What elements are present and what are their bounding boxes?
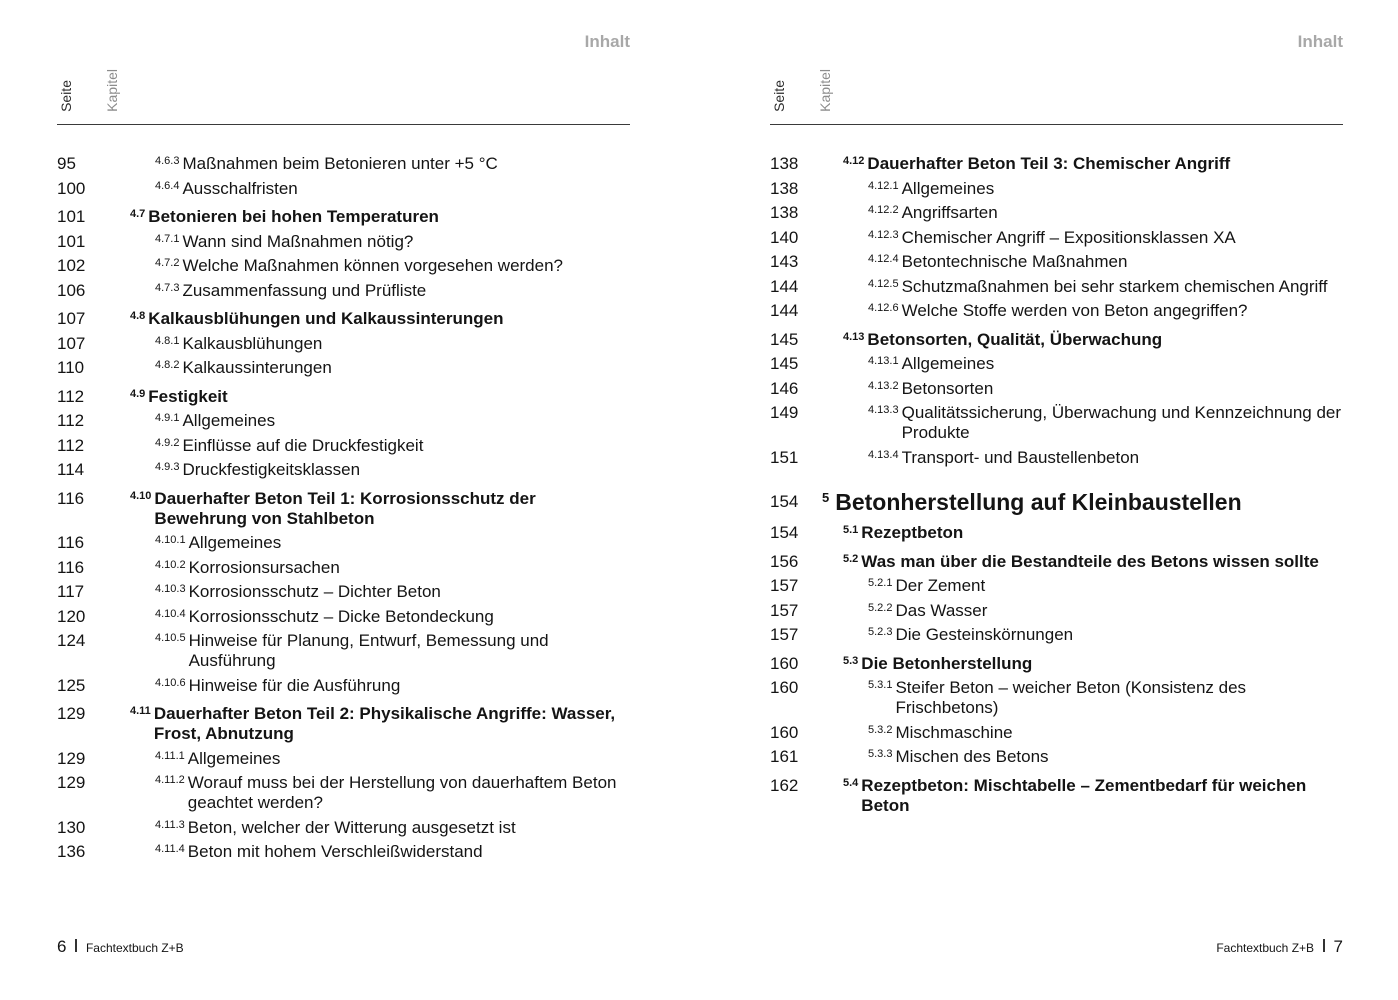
toc-entry-title: Beton, welcher der Witterung ausgesetzt ist — [187, 817, 516, 837]
toc-entry-title: Allgemeines — [187, 748, 281, 768]
toc-page-number: 136 — [57, 842, 86, 862]
right-page — [770, 0, 1343, 1000]
toc-entry — [770, 203, 1343, 223]
toc-entry-title: Allgemeines — [188, 533, 282, 553]
toc-page-number: 107 — [57, 309, 86, 329]
toc-entry — [57, 631, 630, 671]
toc-entry-title: Rezeptbeton — [861, 523, 964, 543]
toc-section-number: 4.8.2 — [155, 359, 180, 372]
toc-entry-title: Dauerhafter Beton Teil 1: Korrosionsschutz der Bewehrung von Stahlbeton — [154, 488, 536, 528]
toc-entry-title: Angriffsarten — [901, 203, 998, 222]
toc-entry — [57, 207, 630, 227]
toc-entry-title: Betonherstellung auf Kleinbaustellen — [835, 488, 1242, 515]
toc-page-number: 101 — [57, 207, 86, 227]
toc-page-number: 102 — [57, 256, 86, 276]
toc-section-number: 5.2.1 — [868, 577, 893, 590]
toc-entry — [57, 460, 630, 480]
toc-page-number: 149 — [770, 403, 799, 423]
toc-entry-title: Dauerhafter Beton Teil 2: Physikalische Angriffe: Wasser, Frost, Abnutzung — [153, 704, 616, 744]
column-label-seite: Seite — [58, 80, 74, 112]
toc-page-number: 156 — [770, 551, 799, 571]
toc-page-number: 138 — [770, 154, 799, 173]
toc-entry — [770, 523, 1343, 543]
toc-page-number: 112 — [57, 435, 85, 455]
toc-entry — [57, 179, 630, 199]
toc-entry — [770, 723, 1343, 743]
toc-entry-title: Schutzmaßnahmen bei sehr starkem chemischen Angriff — [901, 276, 1328, 296]
toc-entry — [770, 403, 1343, 443]
toc-entry-title: Ausschalfristen — [182, 178, 298, 198]
toc-entry — [57, 411, 630, 431]
toc-entry — [57, 558, 630, 578]
toc-entry-title: Transport- und Baustellenbeton — [901, 447, 1140, 467]
toc-entry-title: Welche Maßnahmen können vorgesehen werden? — [182, 256, 564, 276]
toc-section-number: 4.10.3 — [155, 583, 186, 596]
column-label-seite: Seite — [771, 80, 787, 112]
footer-page-number: 7 — [1333, 937, 1343, 956]
column-label-kapitel: Kapitel — [104, 69, 120, 112]
toc-entry-title: Festigkeit — [148, 386, 228, 406]
toc-page-number: 160 — [770, 678, 799, 698]
toc-entry — [770, 552, 1343, 572]
toc-page-number: 161 — [770, 747, 799, 767]
toc-entry-title: Worauf muss bei der Herstellung von dauerhaftem Beton geachtet werden? — [187, 773, 617, 813]
toc-page-number: 146 — [770, 378, 799, 398]
footer-page-number: 6 — [57, 937, 67, 956]
toc-entry-title: Mischen des Betons — [895, 747, 1049, 767]
toc-entry — [770, 154, 1343, 174]
toc-section-number: 5.3 — [843, 654, 859, 667]
toc-page-number: 140 — [770, 227, 799, 247]
toc-section-number: 5.2.2 — [868, 601, 893, 614]
toc-page-number: 162 — [770, 775, 799, 795]
toc-page-number: 144 — [770, 276, 799, 296]
toc-entry — [57, 818, 630, 838]
toc-entry-title: Kalkausblühungen und Kalkaussinterungen — [148, 309, 504, 329]
toc-section-number: 4.10.5 — [155, 632, 186, 645]
toc-section-number: 4.12 — [843, 155, 865, 167]
table-of-contents — [57, 154, 630, 862]
toc-page-number: 120 — [57, 606, 86, 626]
toc-section-number: 4.12.3 — [868, 228, 899, 241]
toc-entry — [57, 842, 630, 862]
page-footer — [1216, 937, 1343, 957]
toc-entry-title: Das Wasser — [895, 600, 988, 620]
toc-page-number: 106 — [57, 280, 86, 300]
toc-entry-title: Kalkaussinterungen — [182, 358, 332, 378]
footer-separator — [75, 939, 77, 952]
page-header: Inhalt — [1297, 32, 1343, 51]
toc-page-number: 143 — [770, 252, 799, 271]
toc-entry-title: Die Betonherstellung — [861, 653, 1033, 673]
toc-entry — [770, 625, 1343, 645]
toc-entry — [57, 232, 630, 252]
toc-section-number: 4.7.2 — [155, 257, 180, 270]
toc-entry-title: Korrosionsschutz – Dichter Beton — [188, 582, 441, 602]
toc-section-number: 4.11.2 — [155, 774, 185, 787]
toc-section-number: 4.10.6 — [155, 676, 186, 689]
toc-section-number: 4.6.4 — [155, 179, 180, 192]
toc-section-number: 4.11.3 — [155, 818, 185, 831]
toc-page-number: 129 — [57, 773, 86, 793]
toc-entry — [770, 776, 1343, 816]
toc-entry — [57, 582, 630, 602]
toc-entry-title: Maßnahmen beim Betonieren unter +5 °C — [182, 154, 498, 173]
toc-section-number: 4.13.3 — [868, 404, 899, 417]
toc-section-number: 5.2 — [843, 552, 859, 565]
toc-entry-title: Wann sind Maßnahmen nötig? — [182, 231, 414, 251]
toc-entry-title: Druckfestigkeitsklassen — [182, 460, 361, 480]
toc-section-number: 4.8.1 — [155, 334, 180, 347]
toc-page-number: 138 — [770, 178, 799, 198]
toc-section-number: 4.11.4 — [155, 843, 185, 856]
toc-section-number: 4.10 — [130, 489, 152, 502]
toc-page-number: 116 — [57, 488, 85, 508]
toc-entry-title: Korrosionsursachen — [188, 557, 340, 577]
toc-section-number: 4.9 — [130, 387, 146, 400]
toc-entry — [770, 678, 1343, 718]
toc-page-number: 145 — [770, 329, 799, 349]
toc-section-number: 4.7.1 — [155, 232, 180, 245]
toc-section-number: 4.7.3 — [155, 281, 180, 294]
column-label-kapitel: Kapitel — [817, 69, 833, 112]
table-of-contents — [770, 154, 1343, 816]
toc-entry-title: Was man über die Bestandteile des Betons wissen sollte — [861, 551, 1319, 571]
toc-entry — [57, 489, 630, 529]
toc-entry-title: Allgemeines — [182, 411, 276, 431]
toc-entry — [57, 334, 630, 354]
toc-page-number: 129 — [57, 748, 86, 768]
toc-entry — [770, 330, 1343, 350]
toc-section-number: 4.13.2 — [868, 379, 899, 392]
footer-book-title: Fachtextbuch Z+B — [1216, 941, 1315, 955]
toc-entry — [57, 773, 630, 813]
toc-entry-title: Betonsorten, Qualität, Überwachung — [867, 329, 1163, 349]
toc-entry — [57, 309, 630, 329]
toc-page-number: 145 — [770, 354, 799, 374]
toc-page-number: 154 — [770, 523, 799, 543]
left-page — [57, 0, 630, 1000]
toc-section-number: 5.3.2 — [868, 723, 893, 736]
footer-separator — [1323, 939, 1325, 952]
toc-section-number: 4.12.4 — [868, 253, 899, 265]
toc-entry-title: Der Zement — [895, 576, 986, 596]
toc-entry — [770, 747, 1343, 767]
toc-entry — [770, 379, 1343, 399]
toc-page-number: 116 — [57, 533, 85, 553]
toc-page-number: 125 — [57, 675, 86, 695]
toc-section-number: 4.9.3 — [155, 461, 180, 474]
toc-page-number: 129 — [57, 704, 86, 724]
page-header: Inhalt — [584, 32, 630, 51]
toc-entry — [770, 228, 1343, 248]
toc-page-number: 151 — [770, 447, 799, 467]
toc-section-number: 4.10.1 — [155, 534, 186, 547]
toc-entry-title: Betontechnische Maßnahmen — [901, 252, 1128, 271]
toc-entry — [57, 704, 630, 744]
toc-section-number: 5.1 — [843, 524, 859, 537]
toc-page-number: 160 — [770, 722, 799, 742]
toc-section-number: 4.10.2 — [155, 558, 186, 571]
toc-page-number: 160 — [770, 653, 799, 673]
toc-page-number: 101 — [57, 231, 86, 251]
toc-entry-title: Rezeptbeton: Mischtabelle – Zementbedarf für weichen Beton — [861, 775, 1307, 815]
toc-entry-title: Korrosionsschutz – Dicke Betondeckung — [188, 606, 494, 626]
toc-entry-title: Chemischer Angriff – Expositionsklassen XA — [901, 227, 1236, 247]
toc-section-number: 4.10.4 — [155, 607, 186, 620]
toc-section-number: 4.8 — [130, 310, 146, 323]
toc-entry — [57, 154, 630, 174]
toc-entry-title: Einflüsse auf die Druckfestigkeit — [182, 435, 424, 455]
toc-entry — [770, 448, 1343, 468]
toc-entry — [57, 607, 630, 627]
toc-entry-title: Dauerhafter Beton Teil 3: Chemischer Angriff — [867, 154, 1231, 173]
toc-page-number: 157 — [770, 576, 799, 596]
toc-entry-title: Welche Stoffe werden von Beton angegriffen? — [901, 301, 1248, 320]
toc-section-number: 4.9.1 — [155, 412, 180, 425]
toc-entry — [770, 489, 1343, 515]
toc-page-number: 116 — [57, 557, 85, 577]
toc-entry-title: Beton mit hohem Verschleißwiderstand — [187, 842, 483, 862]
toc-page-number: 130 — [57, 817, 86, 837]
toc-entry — [57, 749, 630, 769]
column-header — [57, 60, 630, 125]
toc-entry — [57, 387, 630, 407]
toc-entry-title: Mischmaschine — [895, 722, 1013, 742]
toc-section-number: 5.3.1 — [868, 679, 893, 692]
toc-page-number: 154 — [770, 491, 799, 511]
toc-entry-title: Hinweise für die Ausführung — [188, 675, 401, 695]
toc-entry — [770, 601, 1343, 621]
toc-page-number: 114 — [57, 460, 85, 480]
toc-section-number: 4.12.6 — [868, 302, 899, 314]
toc-section-number: 4.13.1 — [868, 355, 899, 368]
toc-entry — [770, 654, 1343, 674]
toc-section-number: 4.7 — [130, 208, 146, 221]
column-header — [770, 60, 1343, 125]
toc-entry-title: Betonsorten — [901, 378, 994, 398]
toc-page-number: 144 — [770, 301, 799, 320]
toc-page-number: 138 — [770, 203, 799, 222]
toc-section-number: 4.12.5 — [868, 277, 899, 290]
toc-entry-title: Steifer Beton – weicher Beton (Konsistenz des Frischbetons) — [895, 678, 1247, 718]
toc-section-number: 4.12.2 — [868, 204, 899, 216]
toc-section-number: 5 — [822, 489, 830, 505]
toc-section-number: 4.11 — [130, 705, 151, 718]
toc-page-number: 107 — [57, 333, 86, 353]
toc-page-number: 157 — [770, 600, 799, 620]
toc-section-number: 4.13.4 — [868, 448, 899, 461]
toc-entry-title: Hinweise für Planung, Entwurf, Bemessung und Ausführung — [188, 631, 549, 671]
toc-section-number: 5.3.3 — [868, 748, 893, 761]
toc-entry — [770, 277, 1343, 297]
toc-entry — [57, 256, 630, 276]
toc-section-number: 5.2.3 — [868, 626, 893, 639]
toc-section-number: 4.6.3 — [155, 155, 180, 167]
toc-section-number: 5.4 — [843, 776, 859, 789]
toc-page-number: 117 — [57, 582, 85, 602]
footer-book-title: Fachtextbuch Z+B — [85, 941, 184, 955]
toc-page-number: 100 — [57, 178, 86, 198]
toc-section-number: 4.12.1 — [868, 179, 899, 192]
toc-entry — [770, 354, 1343, 374]
toc-entry — [57, 533, 630, 553]
toc-page-number: 95 — [57, 154, 76, 173]
toc-page-number: 110 — [57, 358, 85, 378]
toc-entry — [770, 179, 1343, 199]
toc-entry-title: Kalkausblühungen — [182, 333, 323, 353]
toc-entry-title: Zusammenfassung und Prüfliste — [182, 280, 427, 300]
toc-entry — [57, 358, 630, 378]
toc-section-number: 4.13 — [843, 330, 865, 343]
toc-entry — [57, 676, 630, 696]
toc-page-number: 112 — [57, 386, 85, 406]
toc-section-number: 4.11.1 — [155, 749, 185, 762]
page-footer — [57, 937, 184, 957]
toc-entry — [57, 436, 630, 456]
toc-entry-title: Die Gesteinskörnungen — [895, 625, 1074, 645]
toc-page-number: 157 — [770, 625, 799, 645]
toc-entry — [770, 301, 1343, 321]
toc-entry-title: Allgemeines — [901, 178, 995, 198]
toc-entry-title: Betonieren bei hohen Temperaturen — [148, 207, 439, 227]
toc-page-number: 124 — [57, 631, 86, 651]
toc-entry — [57, 281, 630, 301]
toc-page-number: 112 — [57, 411, 85, 431]
toc-entry-title: Allgemeines — [901, 354, 995, 374]
toc-entry — [770, 576, 1343, 596]
toc-section-number: 4.9.2 — [155, 436, 180, 449]
toc-entry — [770, 252, 1343, 272]
toc-entry-title: Qualitätssicherung, Überwachung und Kennzeichnung der Produkte — [901, 403, 1342, 443]
